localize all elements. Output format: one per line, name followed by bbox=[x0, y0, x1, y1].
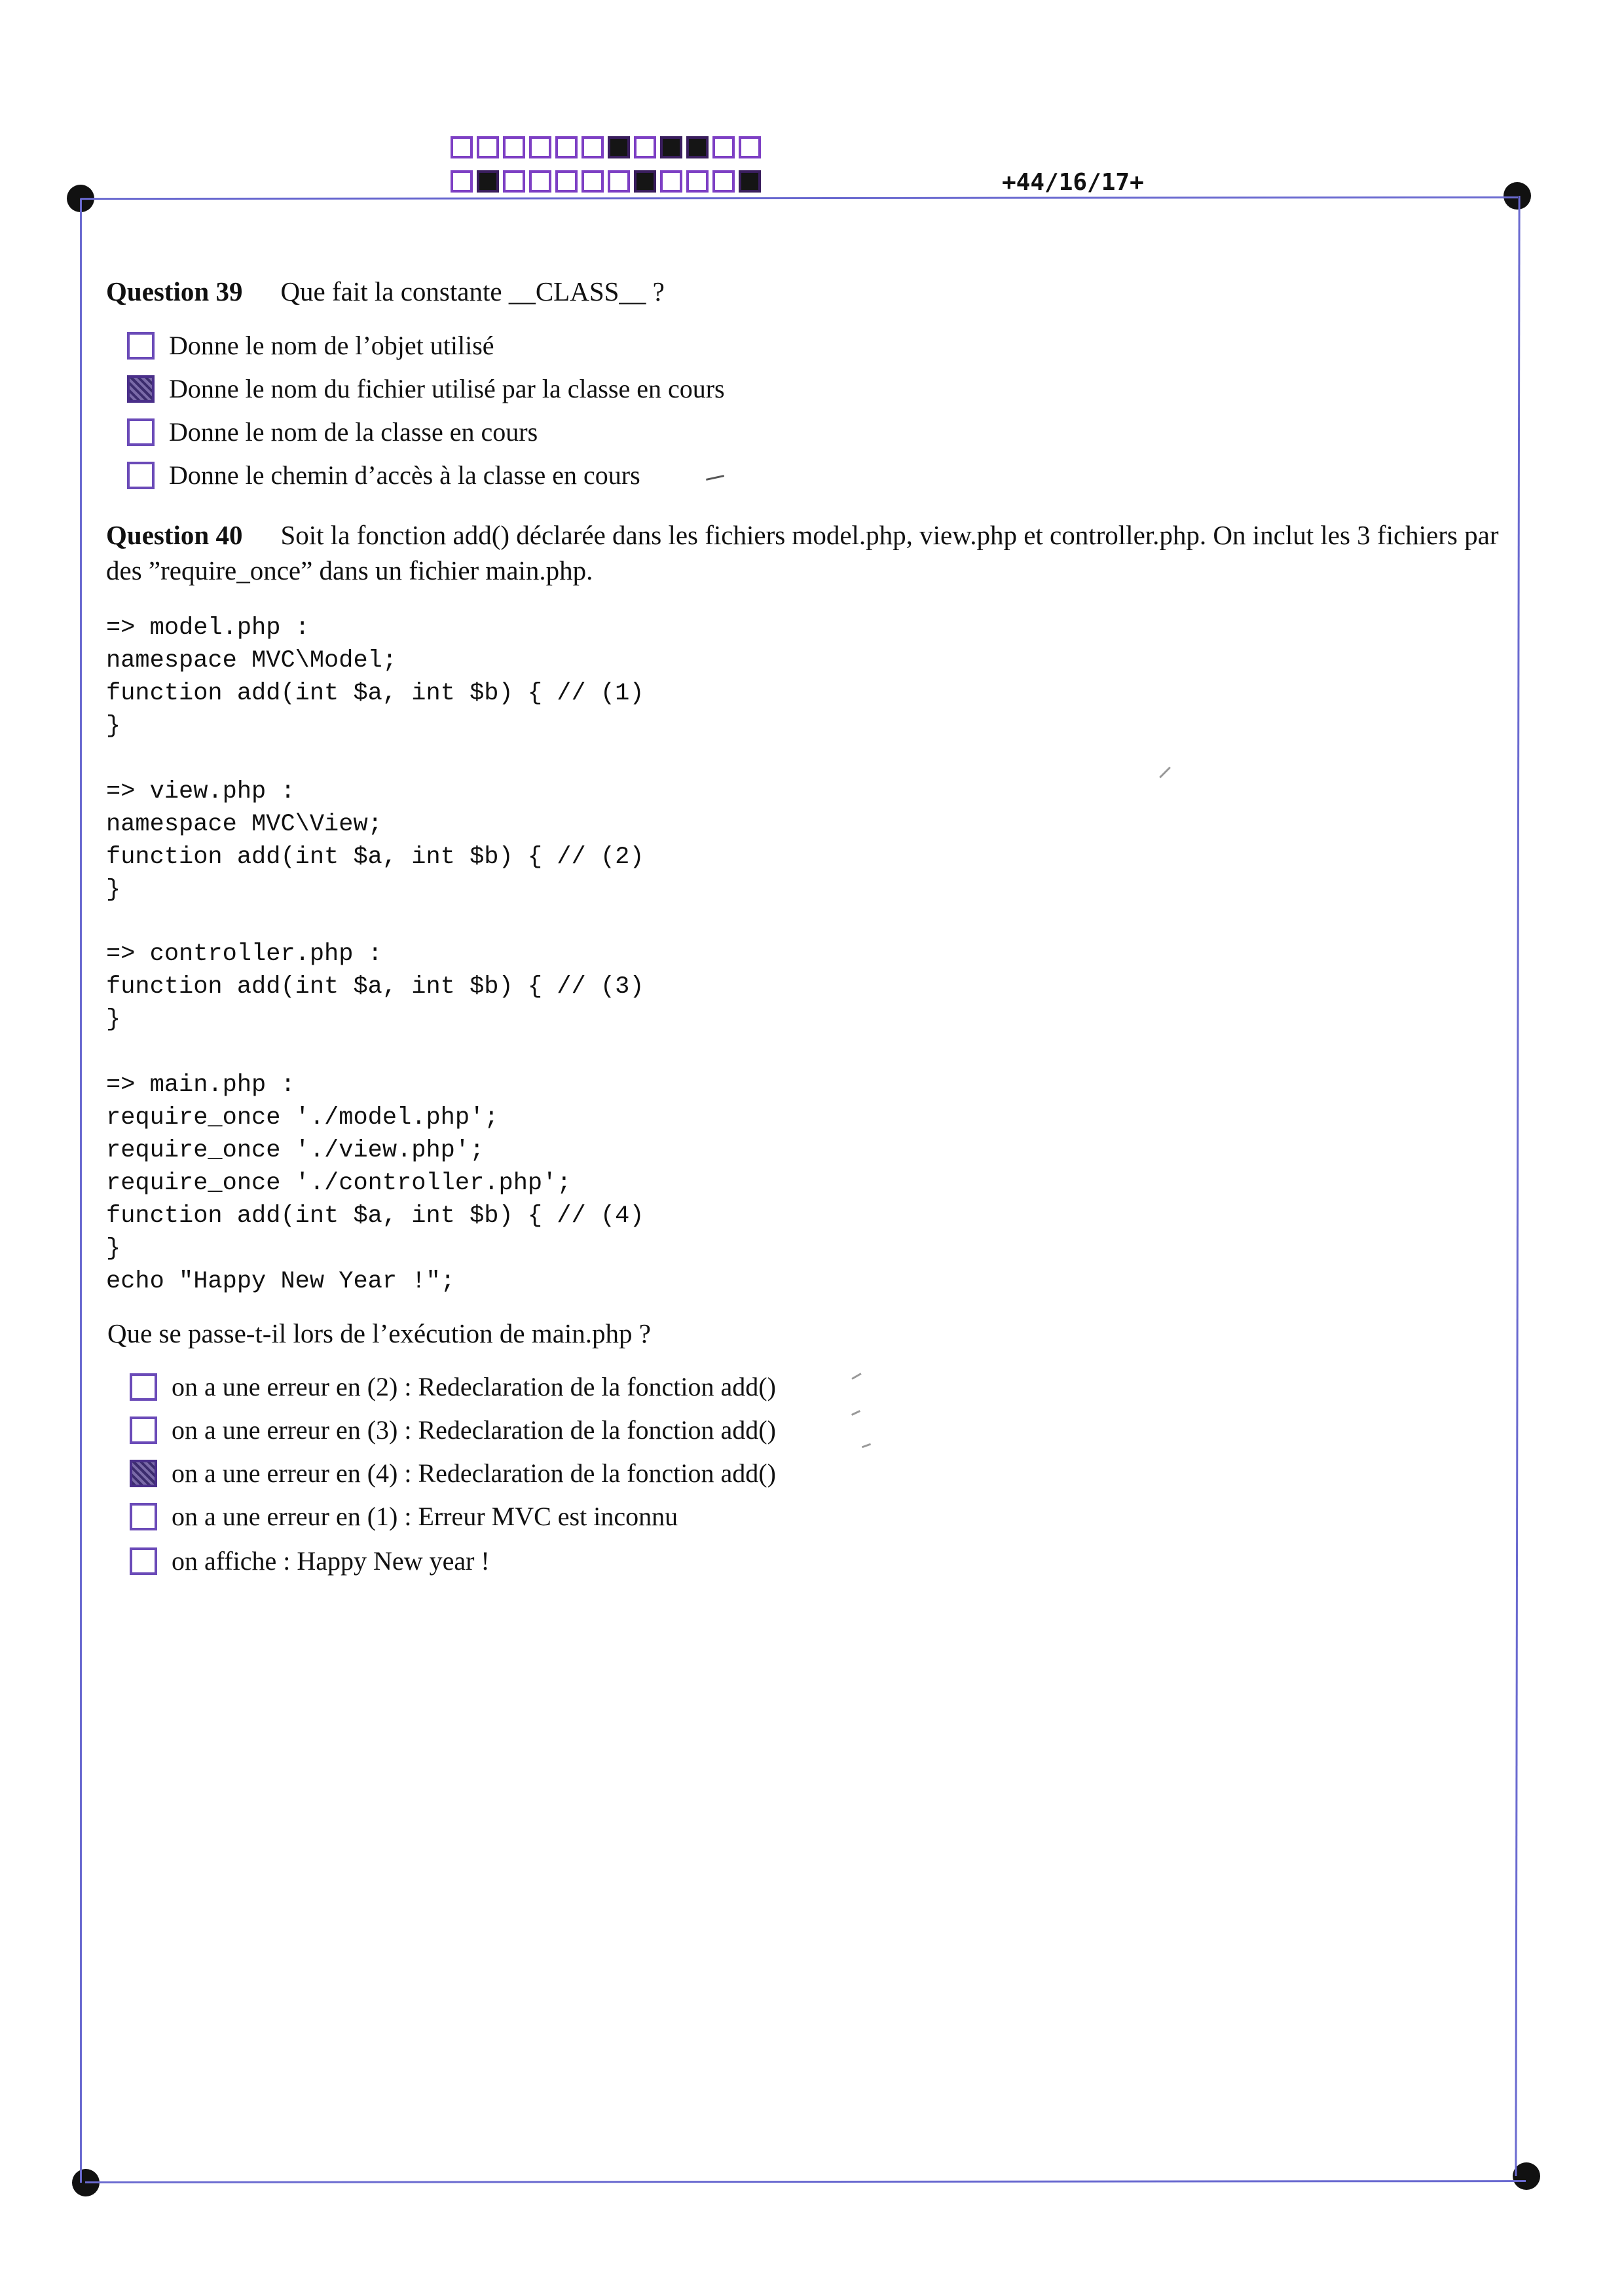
question-39-text: Que fait la constante __CLASS__ ? bbox=[280, 276, 665, 306]
page-code-box bbox=[608, 136, 630, 158]
q40-answer-4-checkbox[interactable] bbox=[130, 1503, 157, 1530]
question-40-text: Soit la fonction add() déclarée dans les fichiers model.php, view.php et controller.php. On inclut les 3 fichiers par des ”require_once” dans un fichier main.php. bbox=[106, 520, 1499, 585]
pencil-stray-mark bbox=[706, 475, 724, 481]
page-code-box bbox=[712, 136, 735, 158]
page-code-box bbox=[477, 136, 499, 158]
q40-answer-5-checkbox[interactable] bbox=[130, 1547, 157, 1575]
question-39-number: Question 39 bbox=[106, 276, 243, 306]
q40-answer-2-label: on a une erreur en (3) : Redeclaration de la fonction add() bbox=[172, 1415, 776, 1445]
q39-answer-4-label: Donne le chemin d’accès à la classe en cours bbox=[169, 460, 640, 490]
page-code-box bbox=[581, 136, 604, 158]
q40-answer-4-label: on a une erreur en (1) : Erreur MVC est inconnu bbox=[172, 1502, 678, 1531]
page-code-box bbox=[581, 170, 604, 193]
frame-bottom-line bbox=[85, 2180, 1526, 2183]
page-code-box bbox=[660, 170, 682, 193]
question-40-header bbox=[106, 517, 1501, 588]
page-code-box bbox=[739, 136, 761, 158]
page-code-box bbox=[686, 170, 709, 193]
q39-answer-1-checkbox[interactable] bbox=[127, 332, 155, 360]
page-code-box bbox=[686, 136, 709, 158]
q39-answer-4[interactable] bbox=[127, 460, 640, 491]
pencil-stray-mark bbox=[851, 1410, 860, 1416]
page-code-box bbox=[608, 170, 630, 193]
page-code-box bbox=[634, 136, 656, 158]
page-code-box bbox=[660, 136, 682, 158]
q39-answer-2-checkbox[interactable] bbox=[127, 375, 155, 403]
page-code-box bbox=[529, 136, 551, 158]
page-code-box bbox=[451, 136, 473, 158]
q40-answer-1-label: on a une erreur en (2) : Redeclaration de la fonction add() bbox=[172, 1372, 776, 1401]
pencil-stray-mark bbox=[862, 1443, 871, 1449]
q39-answer-2-label: Donne le nom du fichier utilisé par la classe en cours bbox=[169, 374, 725, 403]
page-code-box bbox=[477, 170, 499, 193]
page-code-box bbox=[634, 170, 656, 193]
code-controller-php: => controller.php : function add(int $a, int $b) { // (3) } bbox=[106, 940, 644, 1033]
q40-answer-4[interactable] bbox=[130, 1501, 678, 1532]
page-code-row-2 bbox=[451, 170, 761, 193]
frame-left-line bbox=[80, 198, 82, 2183]
q40-answer-1[interactable] bbox=[130, 1371, 776, 1402]
q39-answer-1-label: Donne le nom de l’objet utilisé bbox=[169, 331, 494, 360]
q39-answer-2[interactable] bbox=[127, 373, 725, 404]
q39-answer-3-label: Donne le nom de la classe en cours bbox=[169, 417, 538, 447]
page-code-box bbox=[712, 170, 735, 193]
question-39-header bbox=[106, 274, 665, 309]
q40-answer-3-label: on a une erreur en (4) : Redeclaration de la fonction add() bbox=[172, 1458, 776, 1488]
q40-answer-5-label: on affiche : Happy New year ! bbox=[172, 1546, 490, 1576]
page-code-box bbox=[555, 170, 578, 193]
q40-answer-2-checkbox[interactable] bbox=[130, 1416, 157, 1444]
page-code-row-1 bbox=[451, 136, 761, 158]
page-id: +44/16/17+ bbox=[1002, 169, 1144, 196]
code-view-php: => view.php : namespace MVC\View; function add(int $a, int $b) { // (2) } bbox=[106, 778, 644, 904]
q40-answer-5[interactable] bbox=[130, 1546, 490, 1576]
pencil-stray-mark bbox=[851, 1373, 861, 1380]
page-code-box bbox=[503, 136, 525, 158]
q40-answer-1-checkbox[interactable] bbox=[130, 1373, 157, 1401]
page-code-box bbox=[739, 170, 761, 193]
q39-answer-1[interactable] bbox=[127, 330, 494, 361]
question-40-prompt: Que se passe-t-il lors de l’exécution de main.php ? bbox=[107, 1318, 651, 1348]
q39-answer-3[interactable] bbox=[127, 417, 538, 447]
q39-answer-3-checkbox[interactable] bbox=[127, 418, 155, 446]
page-code-box bbox=[451, 170, 473, 193]
page-code-box bbox=[529, 170, 551, 193]
page-code-box bbox=[555, 136, 578, 158]
q40-answer-3-checkbox[interactable] bbox=[130, 1460, 157, 1487]
page-code-box bbox=[503, 170, 525, 193]
code-model-php: => model.php : namespace MVC\Model; function add(int $a, int $b) { // (1) } bbox=[106, 614, 644, 740]
frame-top-line bbox=[81, 196, 1518, 200]
code-main-php: => main.php : require_once './model.php'; require_once './view.php'; require_once './controller.php'; function add(int $a, int $b) { // (4) } echo "Happy New Year !"; bbox=[106, 1071, 644, 1295]
q40-answer-2[interactable] bbox=[130, 1415, 776, 1445]
pencil-stray-mark bbox=[1159, 767, 1171, 779]
question-40-number: Question 40 bbox=[106, 520, 243, 550]
q40-answer-3[interactable] bbox=[130, 1458, 776, 1489]
q39-answer-4-checkbox[interactable] bbox=[127, 462, 155, 489]
frame-right-line bbox=[1515, 196, 1520, 2176]
